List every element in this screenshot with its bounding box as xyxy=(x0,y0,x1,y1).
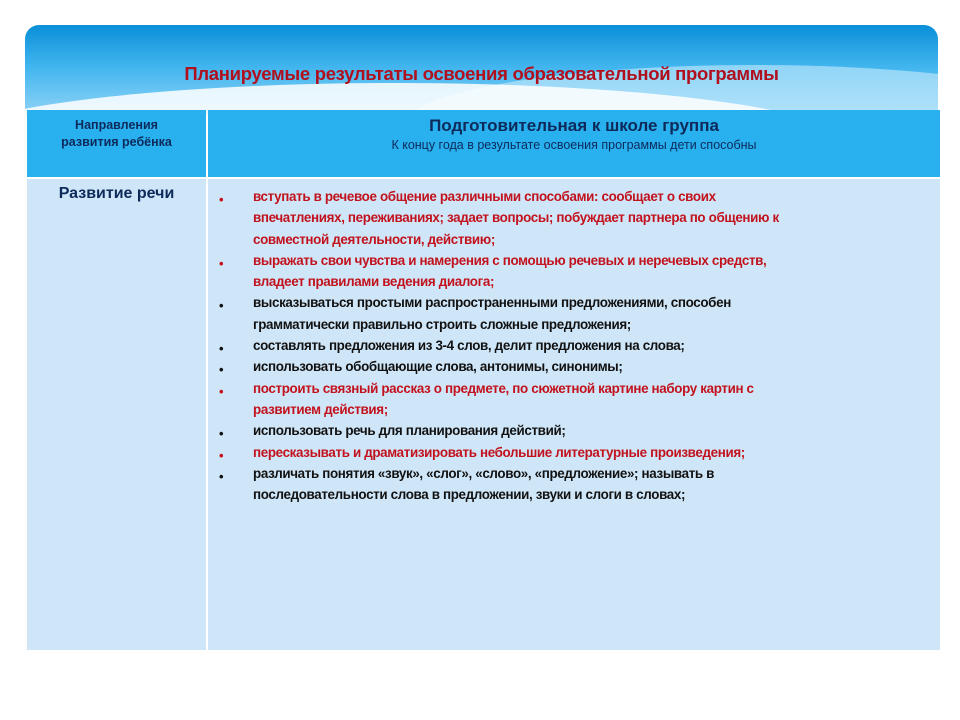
list-item-line: построить связный рассказ о предмете, по сюжетной картине набору картин с xyxy=(253,380,754,396)
bullet-icon: • xyxy=(219,383,224,399)
slide-title: Планируемые результаты освоения образовательной программы xyxy=(184,63,779,84)
group-title: Подготовительная к школе группа xyxy=(429,116,719,135)
group-subtitle: К концу года в результате освоения программы дети способны xyxy=(391,138,757,152)
header-cell-direction xyxy=(27,110,206,177)
results-table xyxy=(27,110,940,650)
list-item xyxy=(208,186,940,250)
list-item-line: различать понятия «звук», «слог», «слово», «предложение»; называть в xyxy=(253,465,715,481)
list-item-line: грамматически правильно строить сложные предложения; xyxy=(253,316,631,332)
list-item xyxy=(208,378,940,421)
list-item-line: владеет правилами ведения диалога; xyxy=(253,274,495,290)
bullet-icon: • xyxy=(219,447,224,463)
bullet-icon: • xyxy=(219,192,224,207)
list-item-line: совместной деятельности, действию; xyxy=(253,231,495,247)
list-item xyxy=(208,250,940,293)
list-item-line: составлять предложения из 3-4 слов, делит предложения на слова; xyxy=(253,338,685,354)
list-item-line: использовать обобщающие слова, антонимы, синонимы; xyxy=(253,359,623,375)
header-cell-group xyxy=(208,110,940,177)
list-item xyxy=(208,356,940,377)
bullet-icon: • xyxy=(219,341,224,357)
list-item xyxy=(208,463,940,506)
bullet-icon: • xyxy=(219,468,224,484)
bullet-icon: • xyxy=(219,255,224,271)
results-list xyxy=(208,179,940,505)
list-item-line: впечатлениях, переживаниях; задает вопросы; побуждает партнера по общению к xyxy=(253,210,779,226)
list-item xyxy=(208,335,940,356)
list-item-line: развитием действия; xyxy=(253,401,388,417)
area-cell xyxy=(27,179,206,650)
list-item-line: использовать речь для планирования действий; xyxy=(253,423,566,439)
list-item xyxy=(208,442,940,463)
bullet-icon: • xyxy=(219,298,224,314)
bullet-icon: • xyxy=(219,426,224,442)
bullet-icon: • xyxy=(219,362,224,378)
header-direction-line: развития ребёнка xyxy=(61,135,172,149)
list-item-line: пересказывать и драматизировать небольшие литературные произведения; xyxy=(253,444,745,460)
list-item-line: вступать в речевое общение различными способами: сообщает о своих xyxy=(253,189,716,204)
list-item-line: последовательности слова в предложении, звуки и слоги в словах; xyxy=(253,487,686,503)
results-cell xyxy=(208,179,940,650)
list-item-line: выражать свои чувства и намерения с помощью речевых и неречевых средств, xyxy=(253,252,767,268)
list-item xyxy=(208,292,940,335)
list-item-line: высказываться простыми распространенными предложениями, способен xyxy=(253,295,731,311)
list-item xyxy=(208,420,940,441)
header-direction-line: Направления xyxy=(75,118,158,132)
area-label: Развитие речи xyxy=(58,185,175,202)
